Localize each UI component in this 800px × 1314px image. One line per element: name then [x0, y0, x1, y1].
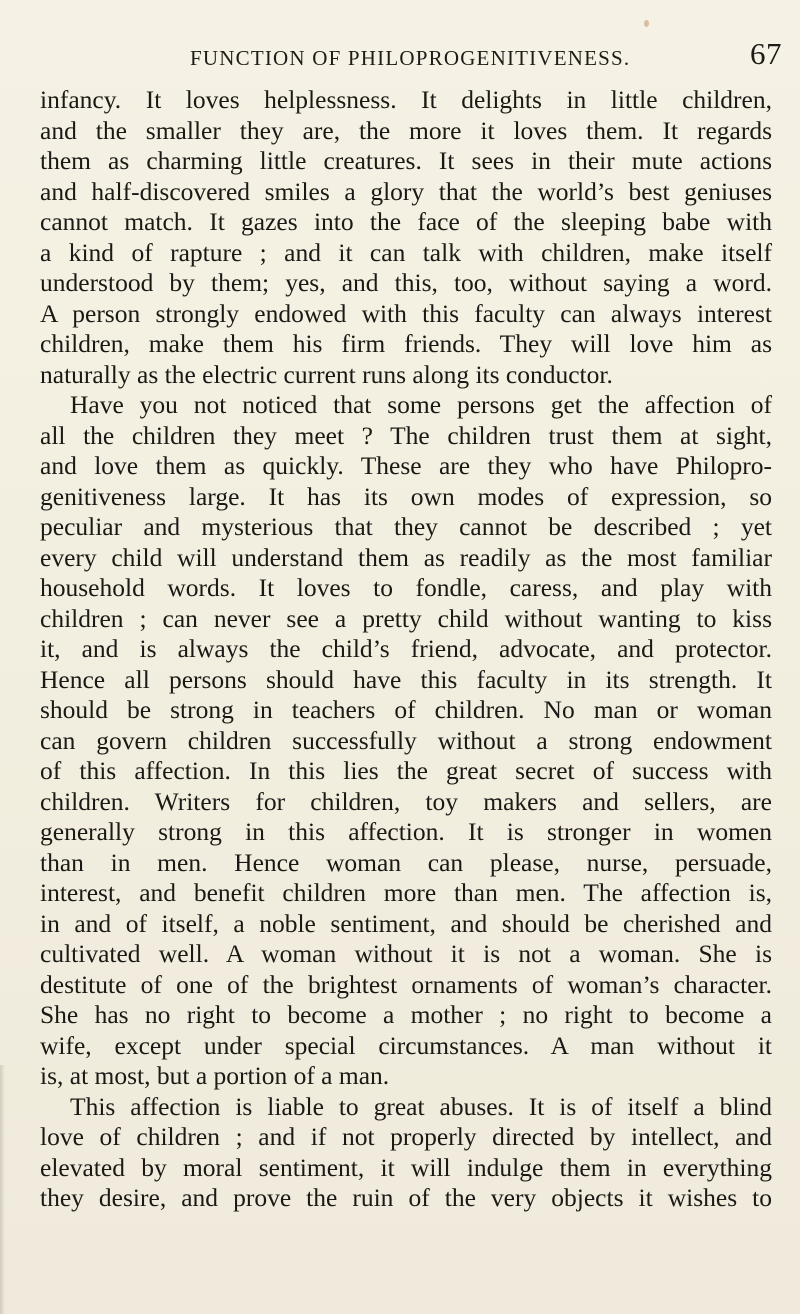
text-line: and half-discovered smiles a glory that the world’s best geniuses	[40, 176, 772, 206]
body-text	[40, 85, 772, 1214]
paragraph-start-line: This affection is liable to great abuses. It is of itself a blind	[70, 1091, 772, 1121]
text-line: every child will understand them as readily as the most familiar	[40, 542, 772, 572]
text-line: She has no right to become a mother ; no right to become a	[40, 1000, 772, 1029]
running-head-title: FUNCTION OF PHILOPROGENITIVENESS.	[190, 46, 631, 70]
text-line: all the children they meet ? The children trust them at sight,	[40, 420, 772, 450]
text-line: children. Writers for children, toy makers and sellers, are	[40, 786, 772, 816]
text-line: is, at most, but a portion of a man.	[40, 1061, 390, 1090]
text-line: should be strong in teachers of children. No man or woman	[40, 695, 772, 724]
ink-spot	[644, 20, 649, 27]
text-line: naturally as the electric current runs along its conductor.	[40, 359, 613, 389]
binding-shadow	[0, 1065, 5, 1314]
text-line: in and of itself, a noble sentiment, and should be cherished and	[40, 908, 772, 938]
text-line: infancy. It loves helplessness. It delights in little children,	[40, 85, 772, 114]
text-line: interest, and benefit children more than men. The affection is,	[40, 878, 772, 907]
text-line: they desire, and prove the ruin of the very objects it wishes to	[40, 1183, 772, 1212]
text-line: A person strongly endowed with this faculty can always interest	[40, 298, 772, 328]
text-line: children ; can never see a pretty child without wanting to kiss	[40, 603, 772, 633]
text-line: a kind of rapture ; and it can talk with children, make itself	[40, 237, 772, 267]
text-line: peculiar and mysterious that they cannot be described ; yet	[40, 512, 772, 541]
text-line: and love them as quickly. These are they who have Philopro-	[40, 451, 772, 480]
text-line: love of children ; and if not properly directed by intellect, and	[40, 1122, 772, 1151]
text-line: understood by them; yes, and this, too, without saying a word.	[40, 268, 772, 297]
text-line: elevated by moral sentiment, it will indulge them in everything	[40, 1152, 772, 1182]
text-line: cultivated well. A woman without it is not a woman. She is	[40, 939, 772, 968]
text-line: genitiveness large. It has its own modes of expression, so	[40, 481, 772, 511]
text-line: them as charming little creatures. It sees in their mute actions	[40, 146, 772, 175]
running-head	[190, 20, 782, 70]
text-line: Hence all persons should have this faculty in its strength. It	[40, 664, 772, 694]
text-line: wife, except under special circumstances. A man without it	[40, 1030, 772, 1060]
text-line: cannot match. It gazes into the face of the sleeping babe with	[40, 207, 772, 236]
text-line: it, and is always the child’s friend, advocate, and protector.	[40, 634, 772, 663]
text-line: household words. It loves to fondle, caress, and play with	[40, 573, 772, 602]
page-number: 67	[750, 36, 782, 71]
text-line: generally strong in this affection. It is stronger in women	[40, 817, 772, 846]
text-line: children, make them his firm friends. They will love him as	[40, 329, 772, 358]
text-line: than in men. Hence woman can please, nurse, persuade,	[40, 847, 772, 877]
text-line: and the smaller they are, the more it loves them. It regards	[40, 115, 772, 145]
text-line: destitute of one of the brightest ornaments of woman’s character.	[40, 969, 772, 999]
paragraph-start-line: Have you not noticed that some persons get the affection of	[70, 390, 772, 419]
text-line: of this affection. In this lies the great secret of success with	[40, 756, 772, 785]
text-line: can govern children successfully without a strong endowment	[40, 725, 772, 755]
